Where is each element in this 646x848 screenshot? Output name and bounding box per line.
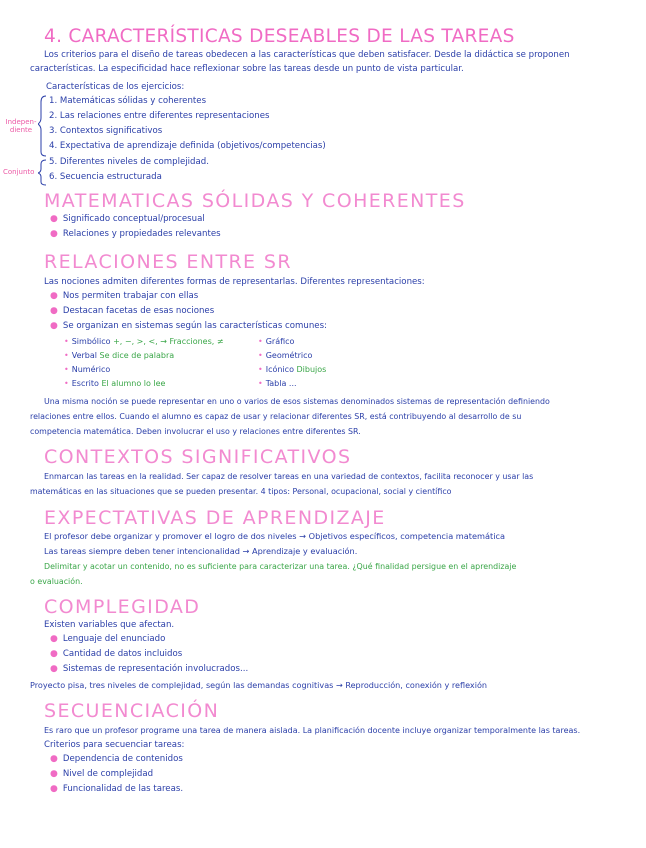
secuenciacion-criteria: Criterios para secuenciar tareas:	[44, 740, 185, 750]
side-label-conjunto: Conjunto	[3, 168, 35, 176]
contextos-line-2: matemáticas en las situaciones que se pueden presentar. 4 tipos: Personal, ocupacional, social y científico	[30, 487, 452, 496]
list-item: ● Sistemas de representación involucrados...	[50, 664, 249, 674]
section-title-expectativas: EXPECTATIVAS DE APRENDIZAJE	[44, 507, 386, 529]
relaciones-paragraph-3: competencia matemática. Deben involucrar el uso y relaciones entre diferentes SR.	[30, 427, 361, 436]
system-item: • Tabla ...	[258, 379, 297, 388]
expectativas-green-2: o evaluación.	[30, 577, 83, 586]
list-item: ● Cantidad de datos incluidos	[50, 649, 183, 659]
list-item: ● Lenguaje del enunciado	[50, 634, 166, 644]
bullet-icon: •	[64, 379, 69, 388]
bullet-icon: ●	[50, 754, 58, 764]
system-item: • Gráfico	[258, 337, 295, 346]
list-item: ● Funcionalidad de las tareas.	[50, 784, 184, 794]
bullet-icon: ●	[50, 649, 58, 659]
system-item: • Escrito El alumno lo lee	[64, 379, 166, 388]
secuenciacion-intro: Es raro que un profesor programe una tarea de manera aislada. La planificación docente incluye organizar temporalmente las tareas.	[44, 726, 581, 735]
intro-line-2: características. La especificidad hace reflexionar sobre las tareas desde un punto de vista particular.	[30, 64, 464, 74]
exercise-item-2: 2. Las relaciones entre diferentes representaciones	[49, 111, 270, 121]
relaciones-paragraph-1: Una misma noción se puede representar en uno o varios de esos sistemas denominados sistemas de representación definiendo	[44, 397, 550, 406]
exercise-item-6: 6. Secuencia estructurada	[49, 172, 162, 182]
section-title-relaciones: RELACIONES ENTRE SR	[44, 251, 292, 273]
exercise-item-4: 4. Expectativa de aprendizaje definida (objetivos/competencias)	[49, 141, 326, 151]
exercise-heading: Características de los ejercicios:	[46, 82, 185, 92]
bullet-icon: •	[258, 337, 263, 346]
intro-line-1: Los criterios para el diseño de tareas obedecen a las características que deben satisfacer. Desde la didáctica se proponen	[44, 50, 570, 60]
exercise-item-5: 5. Diferentes niveles de complejidad.	[49, 157, 209, 167]
section-title-complejidad: COMPLEGIDAD	[44, 596, 201, 618]
bullet-icon: •	[258, 365, 263, 374]
system-item: • Verbal Se dice de palabra	[64, 351, 175, 360]
page-title: 4. CARACTERÍSTICAS DESEABLES DE LAS TAREAS	[44, 26, 515, 47]
system-item: • Icónico Dibujos	[258, 365, 327, 374]
list-item: ● Dependencia de contenidos	[50, 754, 183, 764]
bullet-icon: •	[258, 379, 263, 388]
section-title-contextos: CONTEXTOS SIGNIFICATIVOS	[44, 446, 352, 468]
list-item: ● Relaciones y propiedades relevantes	[50, 229, 221, 239]
expectativas-line-1: El profesor debe organizar y promover el logro de dos niveles → Objetivos específicos, competencia matemática	[44, 531, 506, 541]
list-item: ● Nos permiten trabajar con ellas	[50, 291, 199, 301]
bullet-icon: •	[64, 337, 69, 346]
exercise-item-1: 1. Matemáticas sólidas y coherentes	[49, 96, 207, 106]
grouping-brace-icon	[38, 94, 48, 186]
system-item: • Simbólico +, −, >, <, → Fracciones, ≠	[64, 337, 224, 346]
exercise-item-3: 3. Contextos significativos	[49, 126, 163, 136]
system-item: • Geométrico	[258, 351, 313, 360]
bullet-icon: ●	[50, 321, 58, 331]
bullet-icon: ●	[50, 214, 58, 224]
expectativas-green-1: Delimitar y acotar un contenido, no es suficiente para caracterizar una tarea. ¿Qué finalidad persigue en el aprendizaje	[44, 562, 517, 571]
bullet-icon: •	[64, 351, 69, 360]
bullet-icon: ●	[50, 291, 58, 301]
expectativas-line-2: Las tareas siempre deben tener intencionalidad → Aprendizaje y evaluación.	[44, 546, 358, 556]
bullet-icon: ●	[50, 784, 58, 794]
relaciones-paragraph-2: relaciones entre ellos. Cuando el alumno es capaz de usar y relacionar diferentes SR, está contribuyendo al desarrollo de su	[30, 412, 522, 421]
list-item: ● Destacan facetas de esas nociones	[50, 306, 215, 316]
bullet-icon: ●	[50, 229, 58, 239]
section-title-secuenciacion: SECUENCIACIÓN	[44, 700, 220, 722]
section-title-matematicas: MATEMATICAS SÓLIDAS Y COHERENTES	[44, 190, 466, 212]
relaciones-intro: Las nociones admiten diferentes formas de representarlas. Diferentes representaciones:	[44, 277, 425, 287]
list-item: ● Significado conceptual/procesual	[50, 214, 205, 224]
complejidad-footer: Proyecto pisa, tres niveles de complejidad, según las demandas cognitivas → Reproducción, conexión y reflexión	[30, 680, 488, 690]
bullet-icon: •	[258, 351, 263, 360]
bullet-icon: ●	[50, 634, 58, 644]
bullet-icon: ●	[50, 664, 58, 674]
side-label-independiente: Indepen- diente	[5, 118, 37, 134]
system-item: • Numérico	[64, 365, 111, 374]
bullet-icon: ●	[50, 306, 58, 316]
contextos-line-1: Enmarcan las tareas en la realidad. Ser capaz de resolver tareas en una variedad de contextos, facilita reconocer y usar las	[44, 472, 534, 481]
bullet-icon: •	[64, 365, 69, 374]
list-item: ● Se organizan en sistemas según las características comunes:	[50, 321, 327, 331]
bullet-icon: ●	[50, 769, 58, 779]
complejidad-intro: Existen variables que afectan.	[44, 620, 175, 630]
list-item: ● Nivel de complejidad	[50, 769, 154, 779]
